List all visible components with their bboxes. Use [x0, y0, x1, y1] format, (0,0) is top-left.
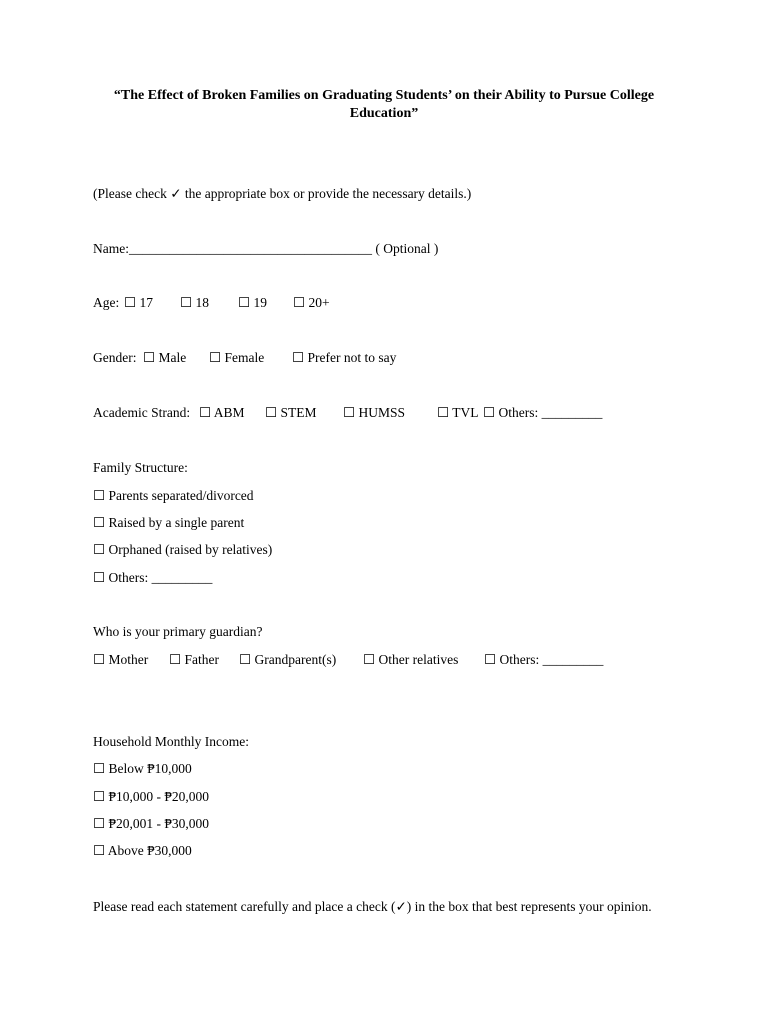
- strand-row: [93, 404, 603, 422]
- checkbox-icon[interactable]: ☐: [209, 350, 222, 365]
- closing-instruction: Please read each statement carefully and place a check (✓) in the box that best represents your opinion.: [93, 899, 652, 914]
- checkbox-icon[interactable]: ☐: [343, 405, 356, 420]
- family-option-separated[interactable]: ☐ Parents separated/divorced: [93, 488, 254, 503]
- instruction-text: (Please check ✓ the appropriate box or provide the necessary details.): [93, 186, 472, 201]
- age-option-20-plus[interactable]: ☐ 20+: [293, 295, 330, 310]
- checkbox-icon[interactable]: ☐: [238, 295, 251, 310]
- checkbox-icon[interactable]: ☐: [143, 350, 156, 365]
- guardian-option-father[interactable]: ☐ Father: [169, 652, 219, 667]
- checkbox-icon[interactable]: ☐: [93, 761, 106, 776]
- checkbox-icon[interactable]: ☐: [93, 652, 106, 667]
- family-option-single-parent[interactable]: ☐ Raised by a single parent: [93, 515, 245, 530]
- income-option-below-10000[interactable]: ☐ Below ₱10,000: [93, 761, 192, 776]
- family-structure-label: Family Structure:: [93, 460, 188, 475]
- strand-label: Academic Strand:: [93, 405, 191, 420]
- gender-label: Gender:: [93, 350, 137, 365]
- name-row: [93, 240, 438, 258]
- checkbox-icon[interactable]: ☐: [93, 488, 106, 503]
- family-option-orphaned[interactable]: ☐ Orphaned (raised by relatives): [93, 542, 273, 557]
- income-label: Household Monthly Income:: [93, 734, 249, 749]
- checkbox-icon[interactable]: ☐: [363, 652, 376, 667]
- checkbox-icon[interactable]: ☐: [483, 405, 496, 420]
- guardian-label: Who is your primary guardian?: [93, 624, 263, 639]
- gender-row: [93, 349, 397, 367]
- checkbox-icon[interactable]: ☐: [93, 515, 106, 530]
- age-label: Age:: [93, 295, 120, 310]
- guardian-option-grandparents[interactable]: ☐ Grandparent(s): [239, 652, 337, 667]
- name-label: Name:: [93, 241, 129, 256]
- strand-option-abm[interactable]: ☐ ABM: [199, 405, 245, 420]
- guardian-row: [93, 651, 653, 669]
- checkbox-icon[interactable]: ☐: [93, 542, 106, 557]
- age-option-18[interactable]: ☐ 18: [180, 295, 209, 310]
- checkbox-icon[interactable]: ☐: [265, 405, 278, 420]
- gender-option-prefer-not[interactable]: ☐ Prefer not to say: [292, 350, 397, 365]
- strand-option-tvl[interactable]: ☐ TVL: [437, 405, 479, 420]
- age-option-19[interactable]: ☐ 19: [238, 295, 267, 310]
- guardian-option-others[interactable]: ☐ Others: _________: [484, 652, 604, 667]
- income-option-20001-30000[interactable]: ☐ ₱20,001 - ₱30,000: [93, 816, 209, 831]
- checkbox-icon[interactable]: ☐: [180, 295, 193, 310]
- guardian-option-mother[interactable]: ☐ Mother: [93, 652, 149, 667]
- checkbox-icon[interactable]: ☐: [293, 295, 306, 310]
- checkbox-icon[interactable]: ☐: [93, 789, 106, 804]
- strand-option-humss[interactable]: ☐ HUMSS: [343, 405, 406, 420]
- name-optional-note: ( Optional ): [372, 241, 439, 256]
- checkbox-icon[interactable]: ☐: [239, 652, 252, 667]
- strand-option-others[interactable]: ☐ Others: _________: [483, 405, 603, 420]
- checkbox-icon[interactable]: ☐: [437, 405, 450, 420]
- checkbox-icon[interactable]: ☐: [199, 405, 212, 420]
- checkbox-icon[interactable]: ☐: [484, 652, 497, 667]
- checkbox-icon[interactable]: ☐: [93, 570, 106, 585]
- gender-option-male[interactable]: ☐ Male: [143, 350, 187, 365]
- age-row: [93, 294, 330, 312]
- age-option-17[interactable]: ☐ 17: [124, 295, 153, 310]
- name-field[interactable]: ____________________________________: [129, 241, 372, 256]
- strand-option-stem[interactable]: ☐ STEM: [265, 405, 317, 420]
- checkbox-icon[interactable]: ☐: [169, 652, 182, 667]
- document-title: “The Effect of Broken Families on Graduating Students’ on their Ability to Pursue College Education”: [113, 88, 655, 121]
- family-option-others[interactable]: ☐ Others: _________: [93, 570, 213, 585]
- checkbox-icon[interactable]: ☐: [124, 295, 137, 310]
- checkbox-icon[interactable]: ☐: [292, 350, 305, 365]
- checkbox-icon[interactable]: ☐: [93, 843, 106, 858]
- gender-option-female[interactable]: ☐ Female: [209, 350, 265, 365]
- income-option-above-30000[interactable]: ☐ Above ₱30,000: [93, 843, 192, 858]
- checkbox-icon[interactable]: ☐: [93, 816, 106, 831]
- guardian-option-other-relatives[interactable]: ☐ Other relatives: [363, 652, 459, 667]
- income-option-10000-20000[interactable]: ☐ ₱10,000 - ₱20,000: [93, 789, 209, 804]
